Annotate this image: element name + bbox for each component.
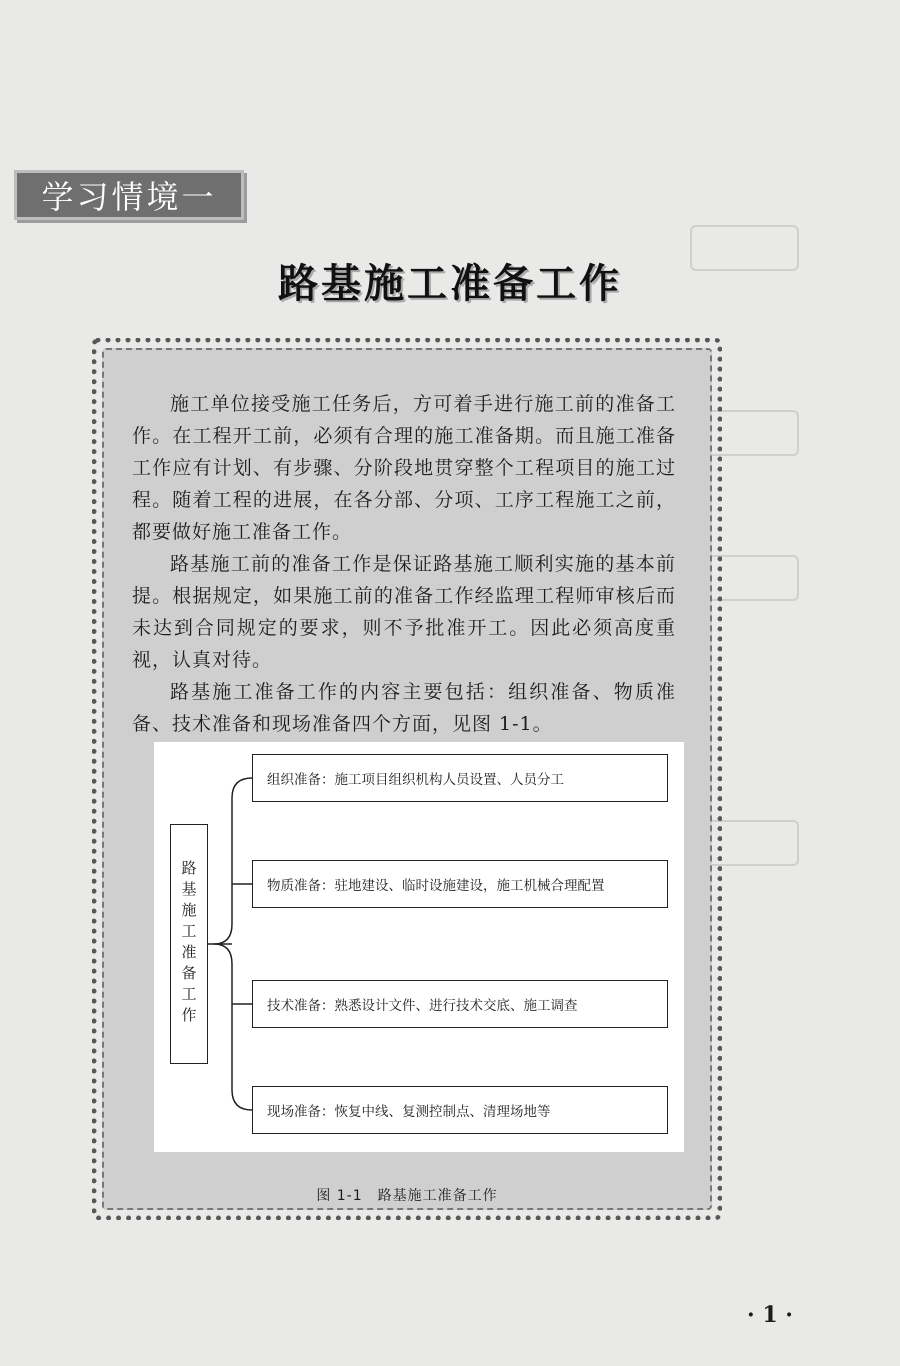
bracket-left	[214, 778, 252, 1110]
content-frame-inner	[102, 348, 712, 1210]
diagram-root-box: 路基施工准备工作	[170, 824, 208, 1064]
bleed-through-text	[260, 130, 464, 174]
diagram-item-site: 现场准备：恢复中线、复测控制点、清理场地等	[252, 1086, 668, 1134]
paragraph: 路基施工前的准备工作是保证路基施工顺利实施的基本前提。根据规定，如果施工前的准备工作经监理工程师审核后而未达到合同规定的要求，则不予批准开工。因此必须高度重视，认真对待。	[132, 553, 676, 671]
body-text	[132, 388, 676, 740]
figure-diagram	[154, 742, 684, 1152]
diagram-item-technical: 技术准备：熟悉设计文件、进行技术交底、施工调查	[252, 980, 668, 1028]
chapter-label: 学习情境一	[14, 170, 244, 220]
page-number: · 1 ·	[747, 1302, 793, 1328]
paragraph: 施工单位接受施工任务后，方可着手进行施工前的准备工作。在工程开工前，必须有合理的施工准备期。而且施工准备工作应有计划、有步骤、分阶段地贯穿整个工程项目的施工过程。随着工程的进展，在各分部、分项、工序工程施工之前，都要做好施工准备工作。	[132, 393, 676, 543]
paragraph: 路基施工准备工作的内容主要包括：组织准备、物质准备、技术准备和现场准备四个方面，见图 1-1。	[132, 681, 676, 735]
page-title: 路基施工准备工作	[278, 261, 622, 307]
figure-caption: 图 1-1 路基施工准备工作	[316, 1188, 498, 1204]
diagram-item-materials: 物质准备：驻地建设、临时设施建设，施工机械合理配置	[252, 860, 668, 908]
diagram-item-organization: 组织准备：施工项目组织机构人员设置、人员分工	[252, 754, 668, 802]
content-frame	[92, 338, 722, 1220]
